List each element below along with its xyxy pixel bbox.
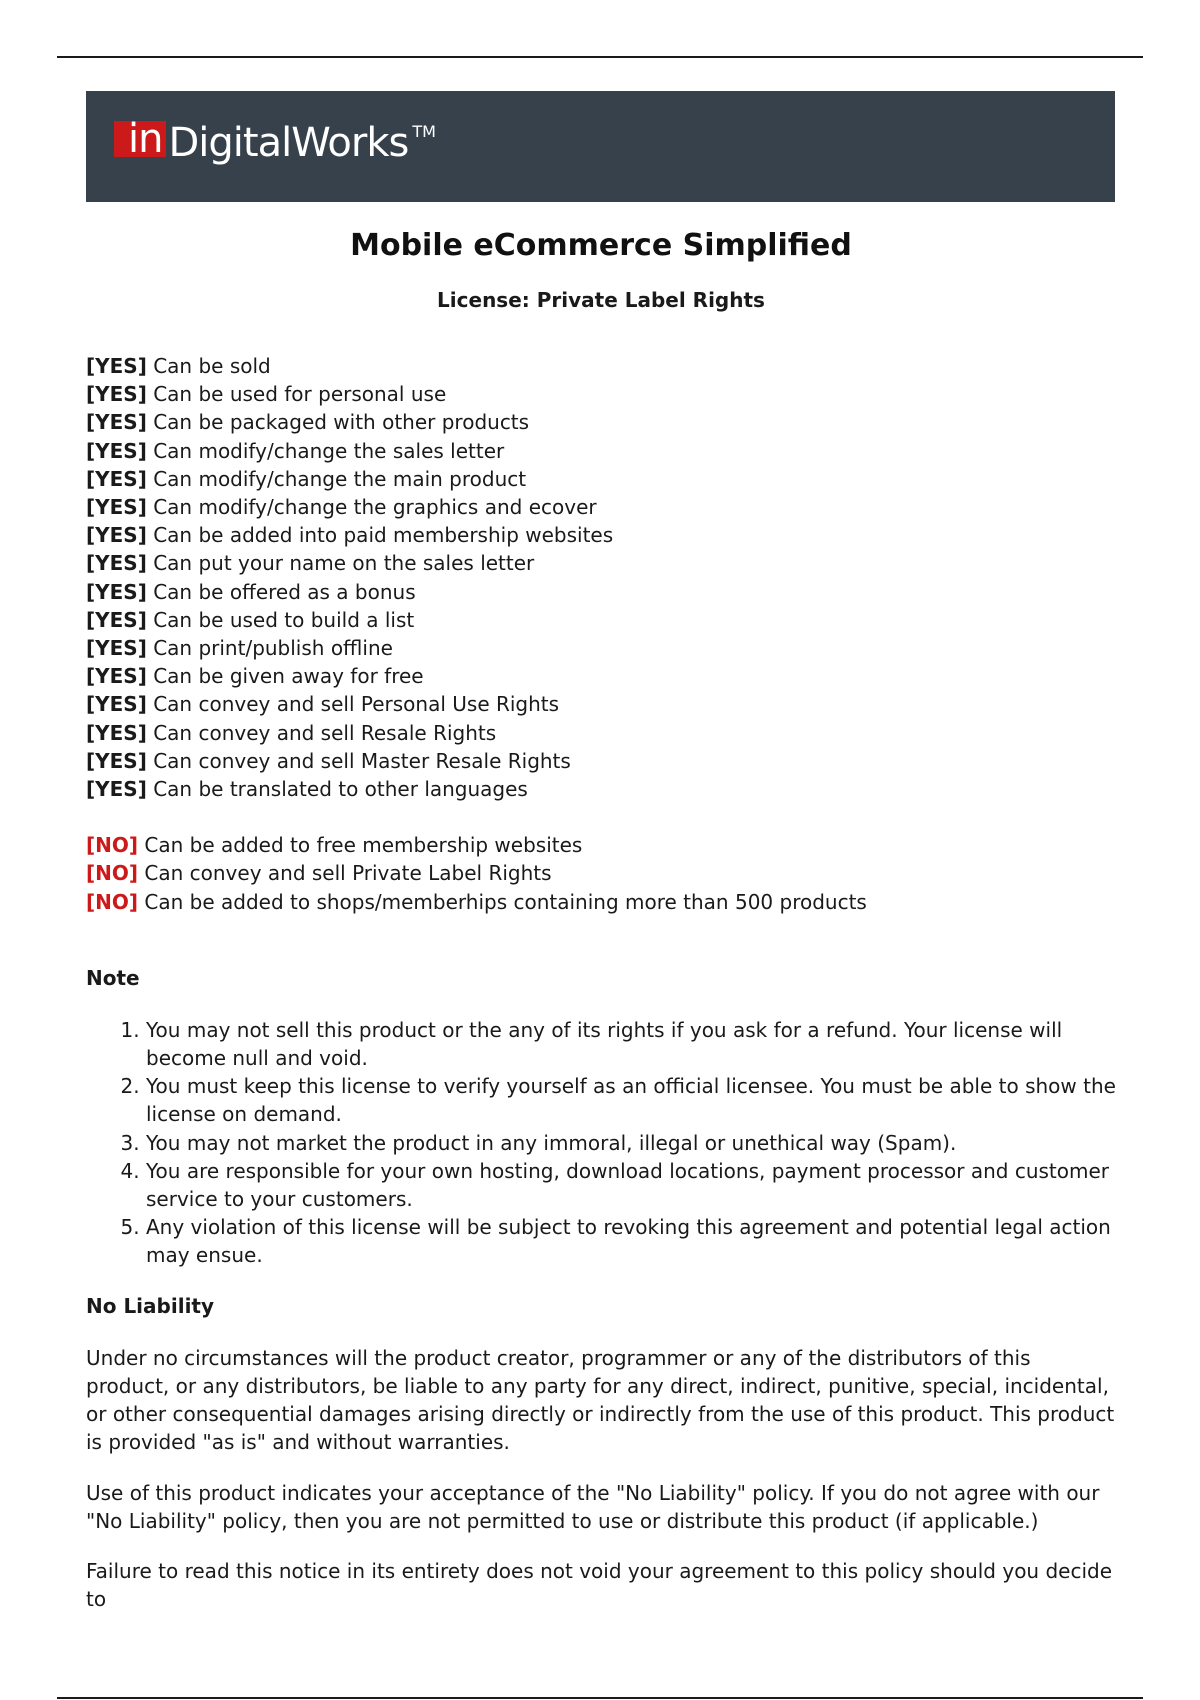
bottom-rule [57,1697,1143,1699]
note-heading: Note [86,965,140,990]
license-type: License: Private Label Rights [437,288,765,312]
brand-logo [114,115,436,166]
yes-tag: [YES] [86,410,147,435]
yes-right-text: Can modify/change the graphics and ecover [153,495,597,520]
yes-tag: [YES] [86,777,147,802]
page-title: Mobile eCommerce Simplified [350,228,852,263]
yes-tag: [YES] [86,720,147,745]
yes-right-item [86,380,1116,408]
yes-right-item [86,634,1116,662]
logo-in-mark: in [114,121,166,157]
yes-right-item [86,408,1116,436]
yes-right-item [86,578,1116,606]
yes-right-text: Can modify/change the sales letter [153,438,505,463]
yes-right-text: Can put your name on the sales letter [153,551,535,576]
yes-right-item [86,690,1116,718]
yes-tag: [YES] [86,636,147,661]
yes-tag: [YES] [86,438,147,463]
liability-paragraph: Use of this product indicates your acceptance of the "No Liability" policy. If you do not agree with our "No Liability" policy, then you are not permitted to use or distribute this product (if applicable.) [86,1480,1100,1533]
top-rule [57,56,1143,58]
yes-right-text: Can be used for personal use [153,382,447,407]
yes-tag: [YES] [86,579,147,604]
yes-right-item [86,465,1116,493]
yes-tag: [YES] [86,664,147,689]
note-item: 4. You are responsible for your own hosting, download locations, payment processor and customer service to your customers. [146,1157,1116,1213]
yes-tag: [YES] [86,748,147,773]
no-right-item [86,831,1116,859]
yes-right-text: Can be given away for free [153,664,424,689]
yes-right-text: Can print/publish offline [153,636,393,661]
yes-rights-list [86,352,1116,803]
no-right-text: Can be added to free membership websites [144,833,583,858]
yes-tag: [YES] [86,607,147,632]
liability-paragraph: Under no circumstances will the product creator, programmer or any of the distributors of this product, or any distributors, be liable to any party for any direct, indirect, punitive, special, incidental, or other consequential damages arising directly or indirectly from the use of this product. This product is provided "as is" and without warranties. [86,1345,1115,1455]
note-item: 2. You must keep this license to verify yourself as an official licensee. You must be able to show the license on demand. [146,1072,1116,1128]
yes-right-item [86,493,1116,521]
logo-wordmark: DigitalWorks [168,119,409,166]
yes-right-text: Can convey and sell Resale Rights [153,720,497,745]
yes-right-item [86,352,1116,380]
no-rights-list [86,831,1116,916]
yes-right-item [86,662,1116,690]
no-liability-heading: No Liability [86,1293,215,1318]
no-right-text: Can be added to shops/memberhips containing more than 500 products [144,889,867,914]
note-item: 5. Any violation of this license will be subject to revoking this agreement and potential legal action may ensue. [146,1213,1116,1269]
yes-right-text: Can be offered as a bonus [153,579,416,604]
no-tag: [NO] [86,889,139,914]
yes-right-item [86,549,1116,577]
no-right-text: Can convey and sell Private Label Rights [144,861,552,886]
yes-tag: [YES] [86,382,147,407]
yes-right-text: Can convey and sell Master Resale Rights [153,748,571,773]
yes-tag: [YES] [86,495,147,520]
yes-right-item [86,747,1116,775]
yes-tag: [YES] [86,354,147,378]
yes-right-item [86,606,1116,634]
logo-trademark: TM [412,121,436,141]
no-right-item [86,888,1116,916]
note-list [86,1016,1116,1270]
yes-tag: [YES] [86,692,147,717]
yes-right-text: Can modify/change the main product [153,466,527,491]
header-banner [86,91,1115,202]
yes-right-text: Can convey and sell Personal Use Rights [153,692,560,717]
yes-tag: [YES] [86,466,147,491]
yes-tag: [YES] [86,551,147,576]
yes-right-item [86,775,1116,803]
yes-right-text: Can be used to build a list [153,607,415,632]
yes-tag: [YES] [86,523,147,548]
no-right-item [86,859,1116,887]
yes-right-text: Can be translated to other languages [153,777,528,802]
document-body [86,224,1116,1613]
no-tag: [NO] [86,861,139,886]
note-item: 3. You may not market the product in any immoral, illegal or unethical way (Spam). [146,1129,1116,1157]
yes-right-text: Can be sold [153,354,271,378]
note-item: 1. You may not sell this product or the any of its rights if you ask for a refund. Your license will become null and void. [146,1016,1116,1072]
yes-right-item [86,437,1116,465]
yes-right-text: Can be packaged with other products [153,410,530,435]
yes-right-item [86,521,1116,549]
yes-right-text: Can be added into paid membership websites [153,523,614,548]
liability-paragraph: Failure to read this notice in its entirety does not void your agreement to this policy should you decide to [86,1558,1113,1612]
yes-right-item [86,719,1116,747]
no-tag: [NO] [86,833,139,858]
